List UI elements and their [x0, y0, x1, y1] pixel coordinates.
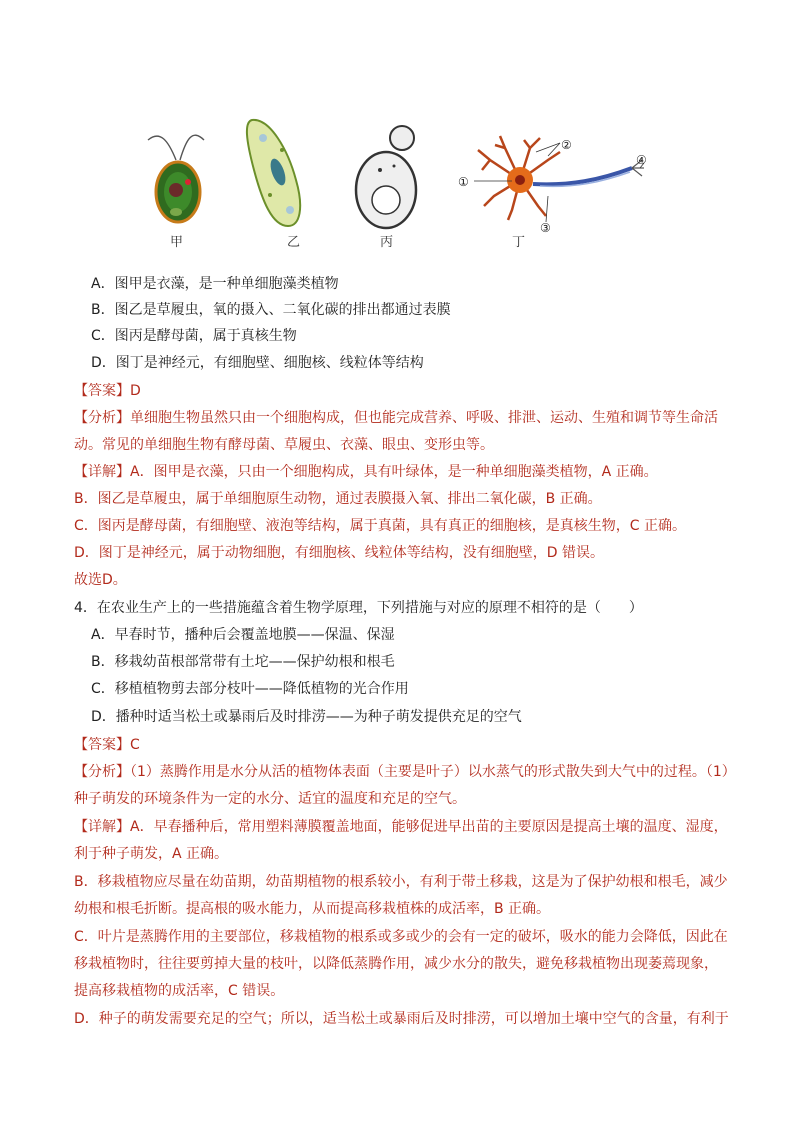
neuron-label-3: ③	[540, 221, 551, 235]
q4-detail-a-line-1	[74, 817, 728, 837]
q4-stem: 4．在农业生产上的一些措施蕴含着生物学原理，下列措施与对应的原理不相符的是（ ）	[74, 600, 643, 616]
detail-tag: 【详解】	[74, 464, 130, 480]
answer-value: D	[130, 383, 141, 399]
analysis-tag: 【分析】	[74, 410, 130, 426]
q3-option-b: B．图乙是草履虫，氧的摄入、二氧化碳的排出都通过表膜	[91, 302, 451, 318]
q4-option-c: C．移植植物剪去部分枝叶——降低植物的光合作用	[91, 681, 409, 697]
q4-analysis-line-1	[74, 762, 736, 782]
yeast-illustration	[356, 126, 416, 228]
analysis-tag: 【分析】	[74, 764, 130, 780]
answer-value: C	[130, 737, 140, 753]
q4-detail-d-line-1: D．种子的萌发需要充足的空气；所以，适当松土或暴雨后及时排涝，可以增加土壤中空气的含量，有利于	[74, 1011, 729, 1027]
q4-detail-a-line-2: 利于种子萌发，A 正确。	[74, 846, 229, 862]
detail-text: A．图甲是衣藻，只由一个细胞构成，具有叶绿体，是一种单细胞藻类植物，A 正确。	[130, 464, 658, 480]
neuron-illustration	[474, 136, 644, 222]
q4-analysis-line-2: 种子萌发的环境条件为一定的水分、适宜的温度和充足的空气。	[74, 791, 466, 807]
cell-figure	[0, 0, 794, 260]
q3-answer	[74, 381, 141, 401]
q3-option-d: D．图丁是神经元，有细胞壁、细胞核、线粒体等结构	[91, 355, 424, 371]
q4-detail-b-line-2: 幼根和根毛折断。提高根的吸水能力，从而提高移栽植株的成活率，B 正确。	[74, 901, 551, 917]
caption-yi: 乙	[287, 235, 301, 250]
q3-detail-line-4: D．图丁是神经元，属于动物细胞，有细胞核、线粒体等结构，没有细胞壁，D 错误。	[74, 545, 605, 561]
q3-analysis-line-1	[74, 408, 718, 428]
neuron-label-1: ①	[458, 175, 469, 189]
analysis-text: （1）蒸腾作用是水分从活的植物体表面（主要是叶子）以水蒸气的形式散失到大气中的过程。（1）	[130, 764, 736, 780]
paramecium-illustration	[247, 120, 300, 226]
chlamydomonas-illustration	[148, 135, 204, 222]
q4-detail-c-line-2: 移栽植物时，往往要剪掉大量的枝叶，以降低蒸腾作用，减少水分的散失，避免移栽植物出现萎蔫现象，	[74, 956, 718, 972]
q3-analysis-line-2: 动。常见的单细胞生物有酵母菌、草履虫、衣藻、眼虫、变形虫等。	[74, 437, 494, 453]
q4-detail-b-line-1: B．移栽植物应尽量在幼苗期，幼苗期植物的根系较小，有利于带土移栽，这是为了保护幼根和根毛，减少	[74, 874, 728, 890]
q4-answer	[74, 735, 140, 755]
q4-option-a: A．早春时节，播种后会覆盖地膜——保温、保湿	[91, 627, 395, 643]
detail-tag: 【详解】	[74, 819, 130, 835]
caption-ding: 丁	[512, 235, 526, 250]
caption-bing: 丙	[380, 235, 394, 250]
detail-text: A．早春播种后，常用塑料薄膜覆盖地面，能够促进早出苗的主要原因是提高土壤的温度、湿度，	[130, 819, 728, 835]
q4-detail-c-line-1: C．叶片是蒸腾作用的主要部位，移栽植物的根系或多或少的会有一定的破坏，吸水的能力会降低，因此在	[74, 929, 728, 945]
analysis-text: 单细胞生物虽然只由一个细胞构成，但也能完成营养、呼吸、排泄、运动、生殖和调节等生命活	[130, 410, 718, 426]
answer-tag: 【答案】	[74, 737, 130, 753]
q4-option-b: B．移栽幼苗根部常带有土坨——保护幼根和根毛	[91, 654, 395, 670]
q3-conclusion: 故选D。	[74, 572, 127, 588]
q4-detail-c-line-3: 提高移栽植物的成活率，C 错误。	[74, 983, 285, 999]
answer-tag: 【答案】	[74, 383, 130, 399]
q3-detail-line-2: B．图乙是草履虫，属于单细胞原生动物，通过表膜摄入氧、排出二氧化碳，B 正确。	[74, 491, 602, 507]
q3-option-a: A．图甲是衣藻，是一种单细胞藻类植物	[91, 276, 339, 292]
caption-jia: 甲	[170, 235, 184, 250]
q3-detail-line-3: C．图丙是酵母菌，有细胞壁、液泡等结构，属于真菌，具有真正的细胞核，是真核生物，C 正确。	[74, 518, 686, 534]
q3-option-c: C．图丙是酵母菌，属于真核生物	[91, 328, 297, 344]
neuron-label-2: ②	[561, 138, 572, 152]
q3-detail-line-1	[74, 462, 658, 482]
neuron-label-4: ④	[636, 153, 647, 167]
q4-option-d: D．播种时适当松土或暴雨后及时排涝——为种子萌发提供充足的空气	[91, 709, 522, 725]
